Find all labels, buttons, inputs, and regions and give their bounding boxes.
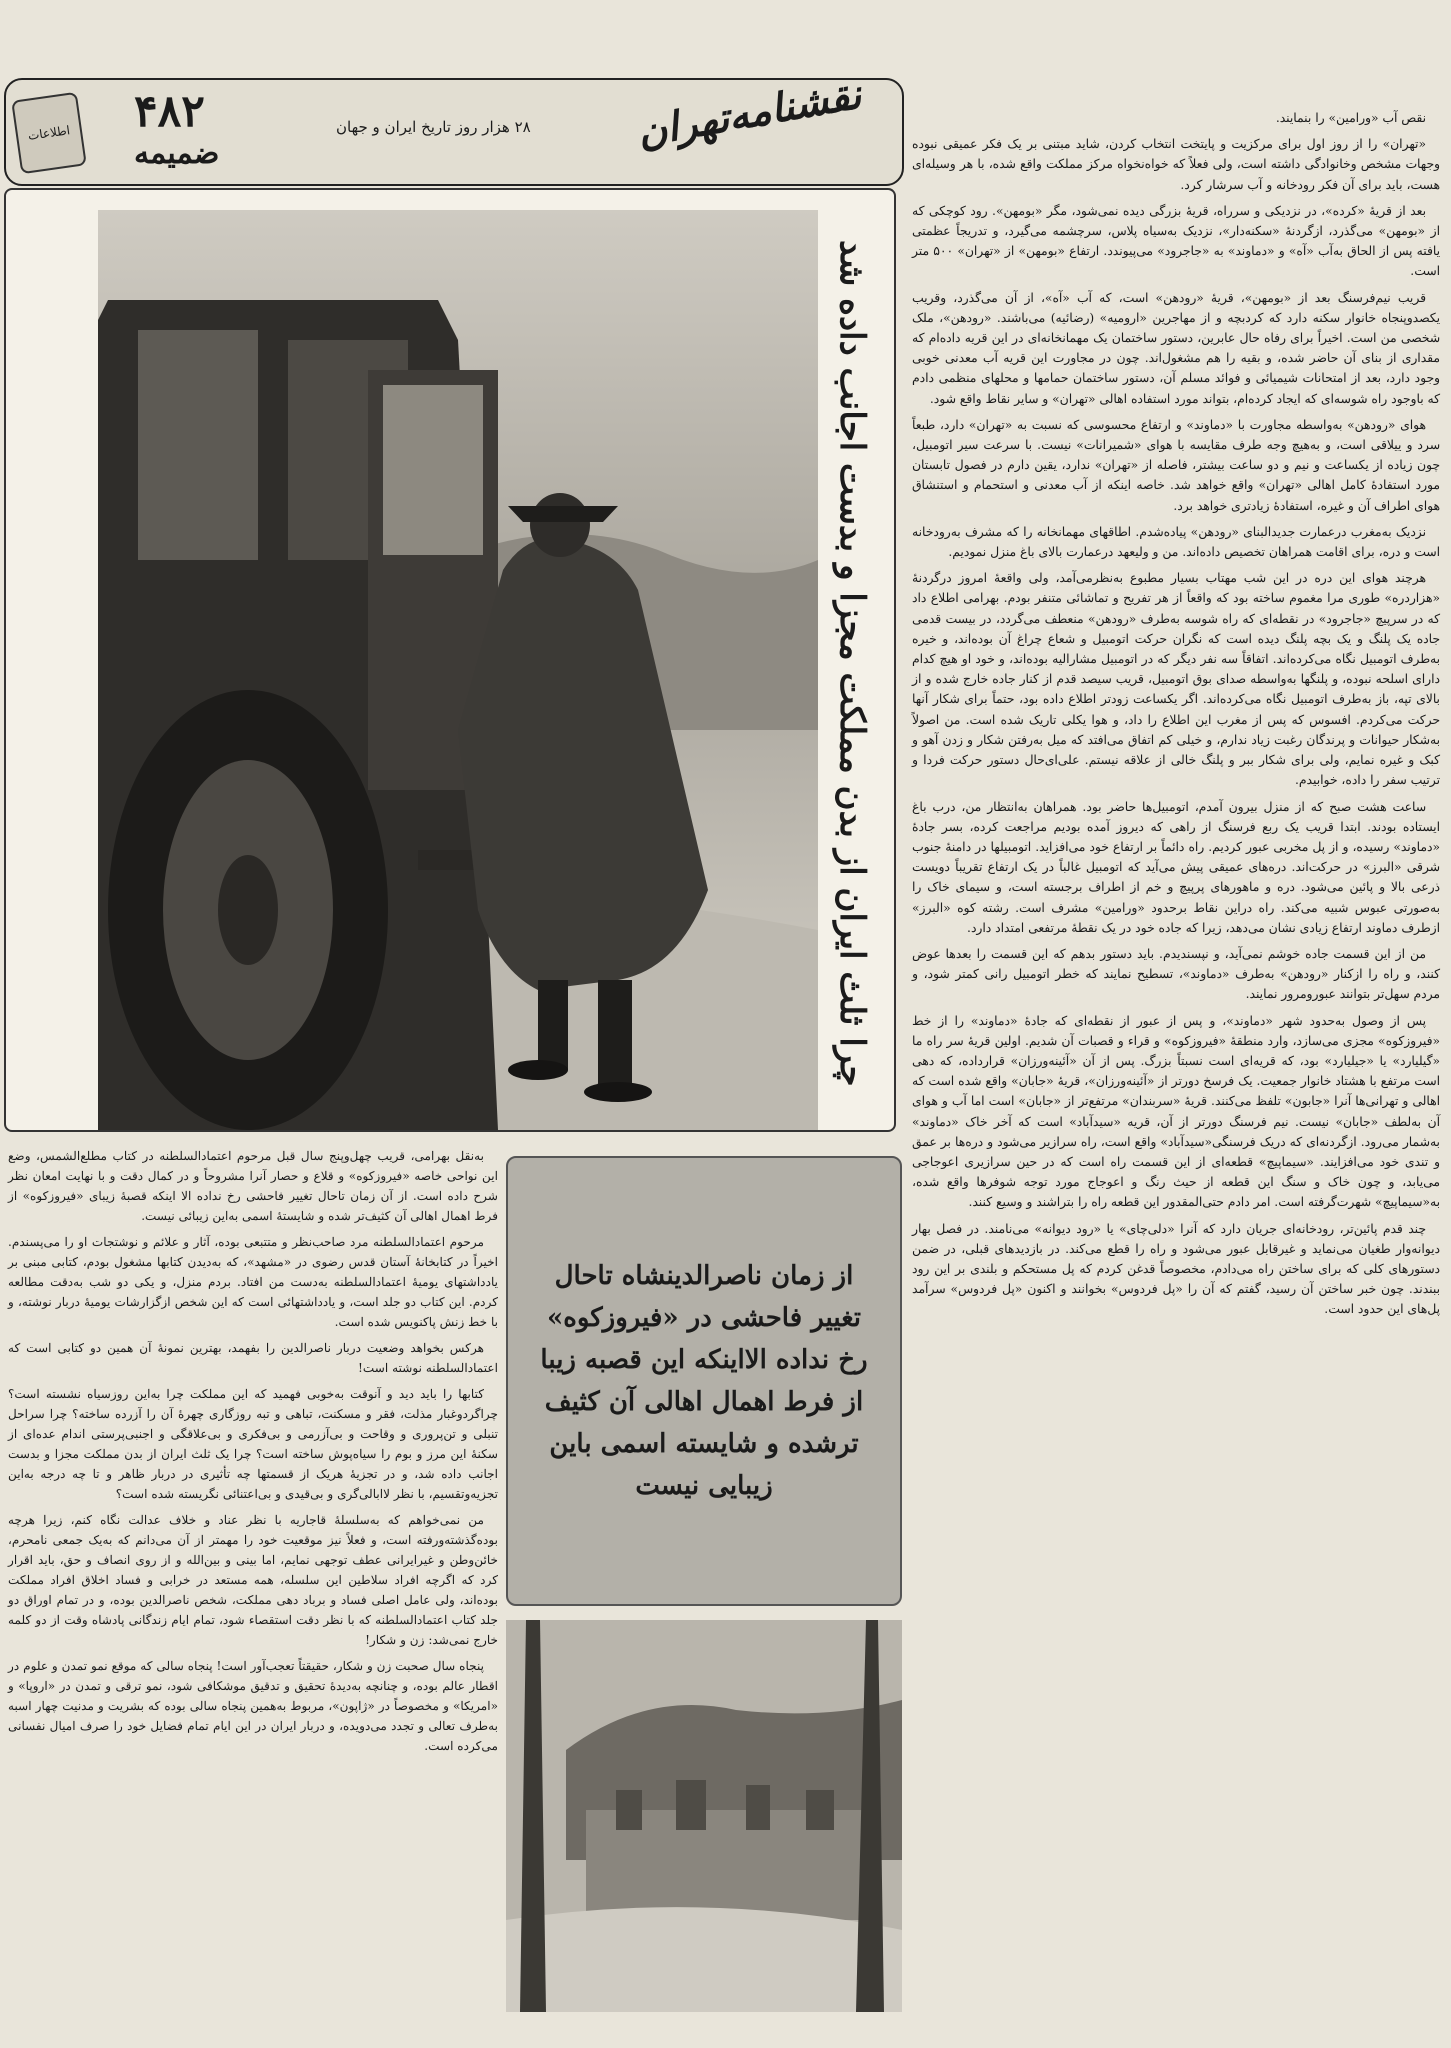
paragraph: «تهران» را از روز اول برای مرکزیت و پایتخت انتخاب کردن، شاید مبتنی بر یک فکر عمیقی نبوده وجهات مشخص وخانوادگی داشته است، ولی فعلاً که خواه‌نخواه مرکز مملکت واقع شده، با هر وسیله‌ای هست، باید برای آن فکر رودخانه و آب سرشار کرد.: [912, 137, 1440, 192]
header-logotype: نقشنامه‌تهران: [633, 70, 865, 157]
paragraph: پنجاه سال صحبت زن و شکار، حقیقتاً تعجب‌آور است! پنجاه سالی که موقع نمو تمدن و علوم در اقطار عالم بوده، و چنانچه به‌دیدهٔ تحقیق و تدقیق موشکافی شود، نمو ترقی و تمدن در «اروپا» و «امریکا» و مخصوصاً در «ژاپون»، مربوط به‌همین پنجاه سالی بوده که بشریت و مدنیت چهار اسبه به‌طرف تعالی و تجدد می‌دویده، و دربار ایران در این ایام تمام فضایل خود را صرف امیال نفسانی می‌کرده است.: [8, 1659, 498, 1753]
supplement-label: ضمیمه: [134, 136, 220, 171]
logo-text: اطلاعات: [27, 123, 71, 143]
right-text-column: [912, 108, 1440, 1326]
paragraph: چند قدم پائین‌تر، رودخانه‌ای جریان دارد که آنرا «دلی‌چای» یا «رود دیوانه» می‌نامند. در فصل بهار دیوانه‌وار طغیان می‌نماید و غیرقابل عبور می‌شود و راه را قطع می‌کند. در بازدیدهای قبلی، در ضمن دستورهای کلی که برای ساختن راه می‌دادم، مخصوصاً قدغن کردم که پل مستحکم و بلندی بر این رود ببندند. چون خبر ساختن آن رسید، گفتم که آن را «پل فردوس» بخوانند و اکنون «پل فردوس» سرآمد پل‌های این حدود است.: [912, 1221, 1440, 1317]
headline-text: چرا ثلث ایران از بدن مملکت مجزا و بدست اجانب داده شد: [832, 239, 872, 1087]
pull-quote-box: [506, 1156, 902, 1606]
issue-number: ۴۸۲: [134, 86, 205, 137]
paragraph: هرچند هوای این دره در این شب مهتاب بسیار مطبوع به‌نظرمی‌آمد، ولی واقعهٔ امروز درگردنهٔ «هزاردره» طوری مرا مغموم ساخته بود که واقعاً از هر تفریح و تماشائی متنفر بودم. بهرامی اطلاع داد که در سرپیچ «جاجرود» در نقطه‌ای که راه شوسه به‌طرف «رودهن» منعطف می‌گردد، در بیست قدمی جاده یک پلنگ و یک بچه پلنگ دیده است که نگران حرکت اتومبیل و شعاع چراغ آن بوده‌اند، و خیره به‌طرف اتومبیل نگاه می‌کرده‌اند. اتفاقاً سه نفر دیگر که در اتومبیل مشارالیه بوده‌اند، و خود او هیچ کدام دارای اسلحه نبوده، و پلنگها به‌واسطه صدای بوق اتومبیل، قریب سیصد قدم از کنار جاده خارج شده و از بالای تپه، باز به‌طرف اتومبیل نگاه می‌کرده‌اند. اگر یکساعت زودتر اطلاع داده بود، حتماً برای شکار آنها حرکت می‌کردم. افسوس که پس از مغرب این اطلاع را داد، و هوا یکلی تاریک شده است. من اصولاً به‌شکار حیوانات و پرندگان رغبت زیاد ندارم، و خیلی کم اتفاق می‌افتد که میل به‌رفتن شکار و زدن آهو و کبک و غیره نمایم، ولی برای شکار ببر و پلنگ خالی از علاقه نیستم. علی‌ای‌حال دستور حرکت فردا و ترتیب سفر را داده، خوابیدم.: [912, 571, 1440, 788]
left-text-column: [8, 1146, 498, 1762]
paragraph: نقص آب «ورامین» را بنمایند.: [1275, 111, 1426, 125]
paragraph: ساعت هشت صبح که از منزل بیرون آمدم، اتومبیل‌ها حاضر بود. همراهان به‌انتظار من، درب باغ ایستاده بودند. ابتدا قریب یک ربع فرسنگ از راهی که دیروز آمده بودیم مراجعت کرده، بسر جادهٔ «دماوند» رسیده، و از پل مخربی عبور کردیم. راه دائماً بر ارتفاع خود می‌افزاید. اتومبیلها در دامنهٔ جنوب شرقی «البرز» در حرکت‌اند. دره‌های عمیقی پیش می‌آید که اتومبیل غالباً در یک ارتفاع تقریباً دویست ذرعی بالا و پائین می‌شود. دره و ماهورهای پرپیچ و خم از اطراف برجسته است، و سیمای خاک را به‌صورتی عبوس شبیه می‌کند. راه دراین نقاط برحدود «ورامین» مشرف است. رشته کوه «البرز» ازطرف دماوند ارتفاع زیادی نشان می‌دهد، زیرا که جاده خود در یک نقطهٔ مرتفعی امتداد دارد.: [912, 799, 1440, 935]
supplement-header: [4, 70, 904, 186]
paragraph: هوای «رودهن» به‌واسطه مجاورت با «دماوند» و ارتفاع محسوسی که نسبت به «تهران» دارد، طبعاً سرد و ییلاقی است، و به‌هیچ وجه طرف مقایسه با هوای «شمیرانات» نیست. با سرعت سیر اتومبیل، چون زیاده از یکساعت و نیم و دو ساعت بیشتر، فاصله از «تهران» ندارد، یقین دارم در فصول تابستان مورد استفادهٔ کامل اهالی «تهران» واقع خواهد شد. خاصه اینکه از آب معدنی و استحمام و استنشاق هوای اطراف آن و غیره، استفادهٔ زیادتری خواهد برد.: [912, 417, 1440, 513]
paragraph: من نمی‌خواهم که به‌سلسلهٔ قاجاریه با نظر عناد و خلاف عدالت نگاه کنم، زیرا هرچه بوده‌گذشته‌ورفته است، و فعلاً نیز موقعیت خود را مهمتر از آن می‌دانم که به‌یک جمعی نامحرم، خائن‌وطن و غیرایرانی عطف توجهی نمایم، اما بینی و بین‌الله و از روی انصاف و حق، باید اقرار کرد که اگرچه افراد سلاطین این سلسله، همه مستعد در خرابی و فساد اخلاق افراد مملکت بوده‌اند، ولی عامل اصلی فساد و برباد دهی مملکت، شخص ناصرالدین بوده، و در تمام اوراق دو جلد کتاب اعتمادالسلطنه که با نظر دقت استقصاء شود، تمام ایام زندگانی پادشاه وقت از دو کلمه خارج نمی‌شد: زن و شکار!: [8, 1513, 498, 1647]
fort-photo: [506, 1620, 902, 2012]
paragraph: پس از وصول به‌حدود شهر «دماوند»، و پس از عبور از نقطه‌ای که جادهٔ «دماوند» را از خط «فیروزکوه» مجزی می‌سازد، وارد منطقهٔ «فیروزکوه» و قراء و قصبات آن شدیم. اولین قریهٔ سر راه ما «گیلیارد» یا «جیلیارد» بود، که قریه‌ای است نسبتاً بزرگ. پس از آن «آئینه‌ورزان» قرارداده، که دهی است مرتفع با هشتاد خانوار جمعیت. یک فرسخ دورتر از «آئینه‌ورزان»، قریهٔ «جابان» واقع شده است که اهالی و تهرانی‌ها آنرا «جابون» تلفظ می‌کنند. قریهٔ «سربندان» مرتفع‌تر از «جابان» است اما آب و هوای آن به‌لطف «جابان» نیست. نیم فرسنگ دورتر از آن، قریه «سیدآباد» است که آخر خاک «دماوند» به‌شمار می‌رود. ازگردنه‌ای که دریک فرسنگی‌«سیدآباد» واقع است، راه سرازیر می‌شود و دره‌ها بر عمق و تندی خود می‌افزایند. «سیماپیچ» قطعه‌ای از این قسمت راه است که در حین سرازیری اعوجاجی می‌یابد، و چون خاک و سنگ این قطعه از حیث رنگ و اعوجاج مورد توجه شوفرها واقع شده، به‌«سیماپیچ» شهرت‌گرفته است. امر دادم حتی‌المقدور این قطعه راه را بتراشند و وسیع کنند.: [912, 1013, 1440, 1210]
paragraph: به‌نقل بهرامی، قریب چهل‌وپنج سال قبل مرحوم اعتمادالسلطنه در کتاب مطلع‌الشمس، وضع این نواحی خاصه «فیروزکوه» و قلاع و حصار آنرا مشروحاً و در کمال دقت و با نهایت امعان نظر شرح داده است. از آن زمان تاحال تغییر فاحشی رخ نداده الا اینکه قصبهٔ زیبای «فیروزکوه» از فرط اهمال اهالی آن کثیف‌تر شده و شایستهٔ اسمی به‌این زیبائی نیست.: [8, 1149, 498, 1223]
pull-quote-text: از زمان ناصرالدینشاه تاحال تغییر فاحشی در «فیروزکوه» رخ نداده الااینکه این قصبه زیبا از فرط اهمال اهالی آن کثیف ترشده و شایسته اسمی باین زیبایی نیست: [540, 1261, 868, 1501]
paragraph: مرحوم اعتمادالسلطنه مرد صاحب‌نظر و متتبعی بوده، آثار و علائم و نوشتجات او را می‌پسندم. اخیراً در کتابخانهٔ آستان قدس رضوی در «مشهد»، که به‌دیدن کتابها مشغول بودم، کتابی مبنی بر یادداشتهای یومیهٔ اعتمادالسلطنه به‌دست من افتاد. بردم منزل، و یکی دو شب به‌دقت مطالعه کردم. این کتاب دو جلد است، و یادداشتهائی است که این شخص ازگزارشات یومیهٔ دربار نوشته، و با خط زنش پاکنویس شده است.: [8, 1235, 498, 1329]
header-subtitle: ۲۸ هزار روز تاریخ ایران و جهان: [336, 118, 531, 136]
paragraph: هرکس بخواهد وضعیت دربار ناصرالدین را بفهمد، بهترین نمونهٔ آن همین دو کتابی است که اعتمادالسلطنه نوشته است!: [8, 1341, 498, 1375]
paragraph: قریب نیم‌فرسنگ بعد از «بومهن»، قریهٔ «رودهن» است، که آب «آه»، از آن می‌گذرد، وقریب یکصدوپنجاه خانوار سکنه دارد که کردبچه و از مهاجرین «ارومیه» (رضائیه) می‌باشند. «رودهن»، ملک شخصی من است. اخیراً برای رفاه حال عابرین، دستور ساختمان یک مهمانخانه‌ای در این قریه داده‌ام که مقداری از بنای آن حاضر شده، و بقیه را هم مشغول‌اند. چون در مجاورت این قریه آب معدنی خوبی وجود دارد، بعد از امتحانات شیمیائی و فوائد مسلم آن، دستور ساختمان حمامها و محلهای منظمی دادم که باوجود راه شوسه‌ای که ایجاد کرده‌ام، بتواند مورد استفاده اهالی «تهران» و سایر نقاط واقع شود.: [912, 290, 1440, 406]
paragraph: بعد از قریهٔ «کرده»، در نزدیکی و سرراه، قریهٔ بزرگی دیده نمی‌شود، مگر «بومهن». رود کوچکی که از «بومهن» می‌گذرد، ازگردنهٔ «سکنه‌دار»، نزدیک به‌سیاه پلاس، سرچشمه می‌گیرد، و تدریجاً عظمتی یافته پس از الحاق به‌آب «آه» و «دماوند» به «جاجرود» می‌پیوندد. ارتفاع «بومهن» از «تهران» ۵۰۰ متر است.: [912, 203, 1440, 279]
paragraph: من از این قسمت جاده خوشم نمی‌آید، و نپسندیدم. باید دستور بدهم که این قسمت را بعدها عوض کنند، و راه را ازکنار «رودهن» به‌طرف «دماوند»، تسطیح نمایند که خطر اتومبیل رانی کمتر شود، و مردم سهل‌تر بتوانند عبورومرور نمایند.: [912, 946, 1440, 1002]
paragraph: نزدیک به‌مغرب درعمارت جدیدالبنای «رودهن» پیاده‌شدم. اطاقهای مهمانخانه را که مشرف به‌رودخانه است و دره، برای اقامت همراهان تخصیص داده‌اند. من و ولیعهد درعمارت بالای باغ منزل نمودیم.: [912, 524, 1440, 560]
newspaper-logo: [11, 92, 87, 174]
main-photo: [98, 210, 818, 1130]
paragraph: کتابها را باید دید و آنوقت به‌خوبی فهمید که این مملکت چرا به‌این روزسیاه نشسته است؟ چراگردوغبار مذلت، فقر و مسکنت، تباهی و تبه روزگاری چهرهٔ آن را آزرده ساخته؟ چرا سراحل تنبلی و تن‌پروری و وقاحت و بی‌آزرمی و بی‌فکری و بی‌علاقگی و اجنبی‌پرستی اندام عده‌ای از سکنهٔ این مرز و بوم را سیاه‌پوش ساخته است؟ چرا یک ثلث ایران از بدن مملکت مجزا و بدست اجانب داده شد، و در تجزیهٔ هریک از قسمتها چه تأثیری در دربار ظاهر و تا چه درجه به‌این تجزیه‌وتقسیم، با نظر لاابالی‌گری و بی‌قیدی و بی‌اعتنائی نگریسته شده است؟: [8, 1387, 498, 1501]
vertical-headline: [812, 198, 892, 1128]
